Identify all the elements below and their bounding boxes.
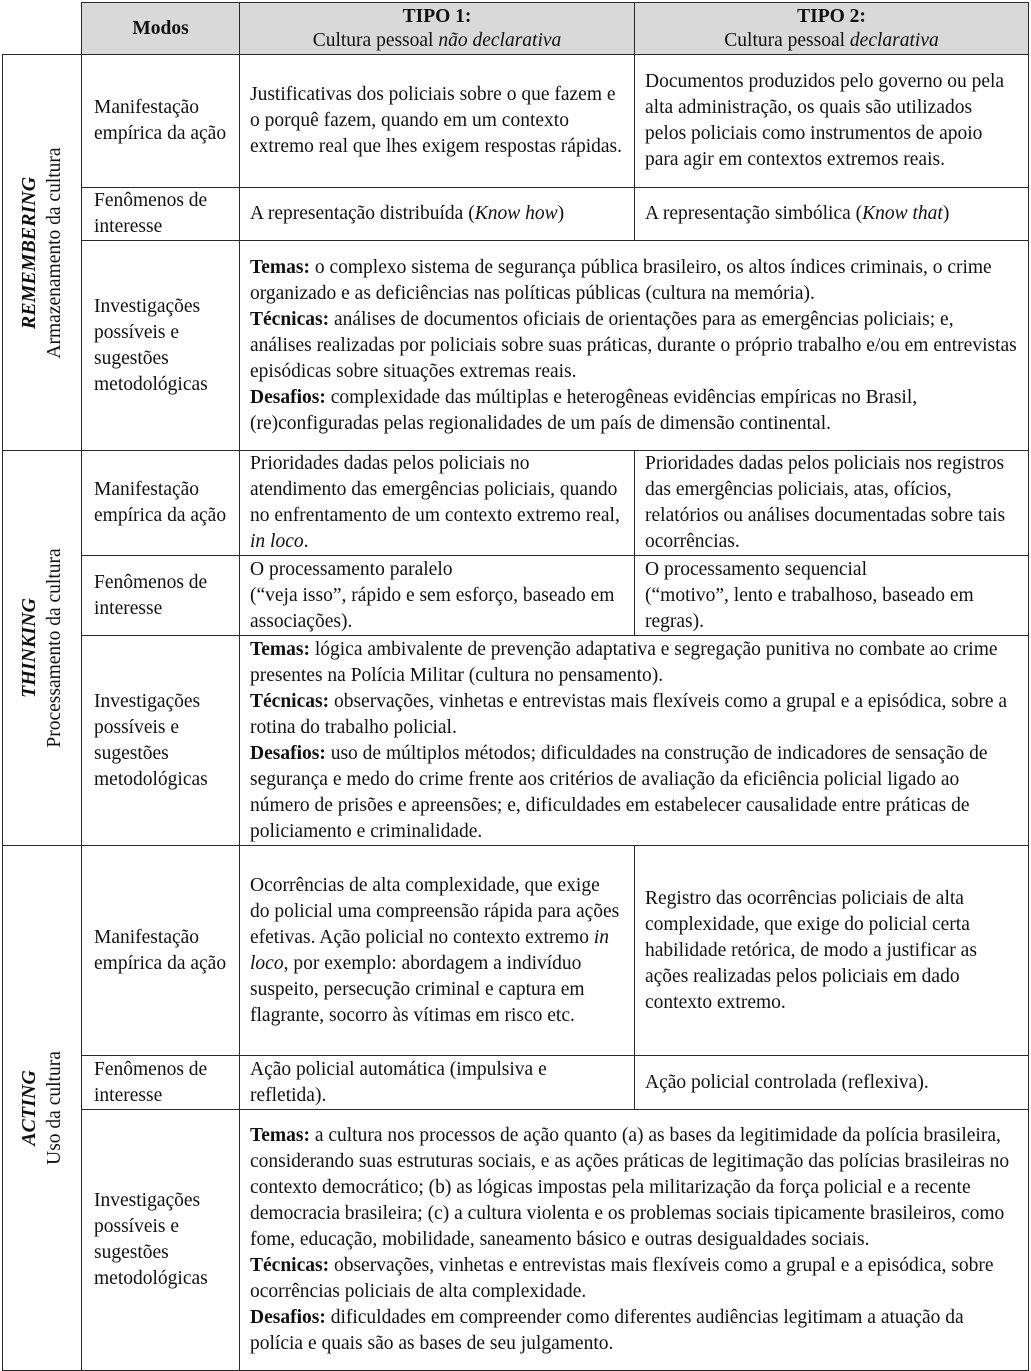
- mode-thinking: THINKING: [18, 597, 40, 699]
- tipo1-title: TIPO 1:: [402, 5, 472, 27]
- acting-temas: Temas: a cultura nos processos de ação quanto (a) as bases da legitimidade da polícia brasileira, considerando suas estruturas sociais, e as ações práticas de legitimação das polícias brasileiras no contexto democrático; (b) as lógicas impostas pela militarização da força policial e a recente democracia brasileira; (c) a cultura violenta e os problemas sociais tipicamente brasileiros, como fome, educação, mobilidade, saneamento básico e outras desigualdades sociais.: [250, 1125, 1010, 1250]
- corner-blank: [3, 3, 82, 55]
- acting-manif-t2: Registro das ocorrências policiais de alta complexidade, que exige do policial certa habilidade retórica, de modo a justificar as ações realizadas pelos policiais em dado contexto extremo.: [635, 846, 1029, 1056]
- tipo2-title: TIPO 2:: [797, 5, 866, 27]
- acting-fen-t2: Ação policial controlada (reflexiva).: [635, 1056, 1029, 1110]
- label-fenomenos: Fenômenos de interesse: [82, 1056, 240, 1110]
- remembering-fen-t2: A representação simbólica (Know that): [635, 188, 1029, 241]
- mode-remembering-sub: Armazenamento da cultura: [44, 146, 65, 359]
- label-fenomenos: Fenômenos de interesse: [82, 556, 240, 636]
- thinking-tecnicas: Técnicas: observações, vinhetas e entrevistas mais flexíveis como a grupal e a episódica, sobre a rotina do trabalho policial.: [250, 690, 1008, 738]
- mode-acting-sub: Uso da cultura: [44, 1051, 65, 1165]
- culture-modes-table: [2, 2, 1029, 1371]
- label-investigacoes: Investigações possíveis e sugestões metodológicas: [82, 1110, 240, 1371]
- label-manifestacao: Manifestação empírica da ação: [82, 451, 240, 556]
- remembering-temas: Temas: o complexo sistema de segurança pública brasileiro, os altos índices criminais, o crime organizado e as deficiências nas políticas públicas (cultura na memória).: [250, 256, 992, 304]
- header-tipo1: [240, 3, 635, 55]
- remembering-manif-t2: Documentos produzidos pelo governo ou pela alta administração, os quais são utilizados pelos policiais como instrumentos de apoio para agir em contextos extremos reais.: [635, 55, 1029, 188]
- header-modos: Modos: [82, 3, 240, 55]
- acting-tecnicas: Técnicas: observações, vinhetas e entrevistas mais flexíveis como a grupal e a episódica, sobre ocorrências policiais de alta complexidade.: [250, 1255, 994, 1302]
- mode-thinking-sub: Processamento da cultura: [44, 548, 65, 748]
- label-manifestacao: Manifestação empírica da ação: [82, 55, 240, 188]
- remembering-manif-t1: Justificativas dos policiais sobre o que fazem e o porquê fazem, quando em um contexto extremo real que lhes exigem respostas rápidas.: [240, 55, 635, 188]
- section-thinking: [3, 451, 82, 846]
- section-remembering: [3, 55, 82, 451]
- label-investigacoes: Investigações possíveis e sugestões metodológicas: [82, 636, 240, 846]
- remembering-tecnicas: Técnicas: análises de documentos oficiais de orientações para as emergências policiais; e, análises realizadas por policiais sobre suas práticas, durante o próprio trabalho e/ou em entrevistas episódicas sobre situações extremas reais.: [250, 308, 1017, 382]
- mode-remembering: REMEMBERING: [18, 176, 40, 329]
- thinking-manif-t2: Prioridades dadas pelos policiais nos registros das emergências policiais, atas, ofícios, relatórios ou análises documentadas sobre tais ocorrências.: [635, 451, 1029, 556]
- label-fenomenos: Fenômenos de interesse: [82, 188, 240, 241]
- tipo1-sub-em: não declarativa: [438, 29, 562, 51]
- thinking-fen-t2: O processamento sequencial (“motivo”, lento e trabalhoso, baseado em regras).: [635, 556, 1029, 636]
- mode-acting: ACTING: [18, 1070, 40, 1146]
- header-tipo2: [635, 3, 1029, 55]
- acting-fen-t1: Ação policial automática (impulsiva e refletida).: [240, 1056, 635, 1110]
- remembering-fen-t1: A representação distribuída (Know how): [240, 188, 635, 241]
- label-manifestacao: Manifestação empírica da ação: [82, 846, 240, 1056]
- remembering-desafios: Desafios: complexidade das múltiplas e heterogêneas evidências empíricas no Brasil, (re)configuradas pelas regionalidades de um país de dimensão continental.: [250, 386, 918, 434]
- acting-investigacoes: [240, 1110, 1029, 1371]
- thinking-manif-t1: Prioridades dadas pelos policiais no atendimento das emergências policiais, quando no enfrentamento de um contexto extremo real, in loco.: [240, 451, 635, 556]
- tipo2-sub-em: declarativa: [849, 29, 939, 51]
- label-investigacoes: Investigações possíveis e sugestões metodológicas: [82, 241, 240, 451]
- thinking-investigacoes: [240, 636, 1029, 846]
- tipo1-sub: Cultura pessoal: [312, 29, 439, 51]
- acting-manif-t1: Ocorrências de alta complexidade, que exige do policial uma compreensão rápida para ações efetivas. Ação policial no contexto extremo in loco, por exemplo: abordagem a indivíduo suspeito, persecução criminal e captura em flagrante, socorro às vítimas em risco etc.: [240, 846, 635, 1056]
- thinking-desafios: Desafios: uso de múltiplos métodos; dificuldades na construção de indicadores de sensação de segurança e medo do crime frente aos critérios de avaliação da eficiência policial ligado ao número de prisões e apreensões; e, dificuldades em estabelecer causalidade entre práticas de policiamento e criminalidade.: [250, 742, 988, 842]
- acting-desafios: Desafios: dificuldades em compreender como diferentes audiências legitimam a atuação da polícia e quais são as bases de seu julgamento.: [250, 1307, 964, 1354]
- tipo2-sub: Cultura pessoal: [724, 29, 850, 51]
- section-acting: [3, 846, 82, 1371]
- thinking-temas: Temas: lógica ambivalente de prevenção adaptativa e segregação punitiva no combate ao crime presentes na Polícia Militar (cultura no pensamento).: [250, 638, 998, 686]
- thinking-fen-t1: O processamento paralelo (“veja isso”, rápido e sem esforço, baseado em associações).: [240, 556, 635, 636]
- remembering-investigacoes: [240, 241, 1029, 451]
